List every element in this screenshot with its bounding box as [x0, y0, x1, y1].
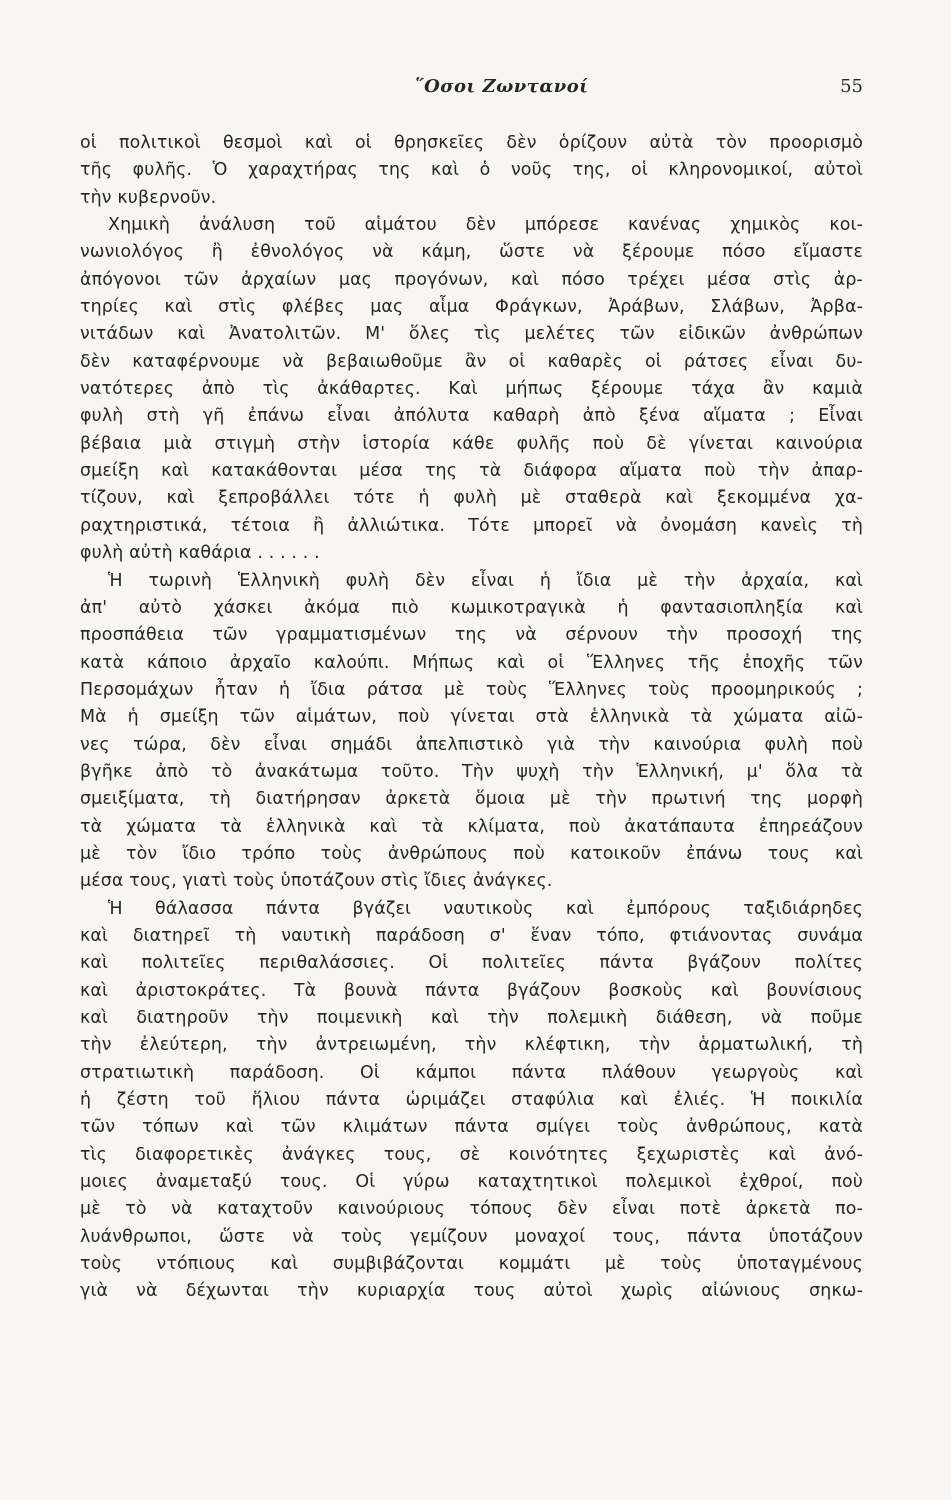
text-line: τίζουν, καὶ ξεπροβάλλει τότε ἡ φυλὴ μὲ σταθερὰ καὶ ξεκομμένα χα-: [80, 488, 863, 509]
text-line: γιὰ νὰ δέχωνται τὴν κυριαρχία τους αὐτοὶ χωρὶς αἰώνιους σηκω-: [80, 1281, 863, 1302]
text-line: ἀπόγονοι τῶν ἀρχαίων μας προγόνων, καὶ πόσο τρέχει μέσα στὶς ἀρ-: [80, 269, 863, 290]
text-line: τοὺς ντόπιους καὶ συμβιβάζονται κομμάτι μὲ τοὺς ὑποταγμένους: [80, 1254, 863, 1275]
text-line: βγῆκε ἀπὸ τὸ ἀνακάτωμα τοῦτο. Τὴν ψυχὴ τὴν Ἑλληνική, μ' ὅλα τὰ: [80, 761, 863, 782]
text-line: καὶ διατηροῦν τὴν ποιμενικὴ καὶ τὴν πολεμικὴ διάθεση, νὰ ποῦμε: [80, 1008, 863, 1028]
text-line: φυλὴ αὐτὴ καθάρια . . . . . .: [80, 543, 320, 564]
text-line: Μὰ ἡ σμείξη τῶν αἱμάτων, ποὺ γίνεται στὰ ἑλληνικὰ τὰ χώματα αἰῶ-: [80, 707, 863, 728]
text-line: τῶν τόπων καὶ τῶν κλιμάτων πάντα σμίγει τοὺς ἀνθρώπους, κατὰ: [80, 1117, 863, 1138]
text-line: νιτάδων καὶ Ἀνατολιτῶν. Μ' ὅλες τὶς μελέτες τῶν εἰδικῶν ἀνθρώπων: [80, 324, 863, 345]
text-line: τῆς φυλῆς. Ὁ χαραχτήρας της καὶ ὁ νοῦς της, οἱ κληρονομικοί, αὐτοὶ: [80, 160, 863, 181]
text-line: κατὰ κάποιο ἀρχαῖο καλούπι. Μήπως καὶ οἱ Ἕλληνες τῆς ἐποχῆς τῶν: [80, 652, 863, 673]
text-line: ραχτηριστικά, τέτοια ἢ ἀλλιώτικα. Τότε μπορεῖ νὰ ὀνομάση κανεὶς τὴ: [80, 515, 863, 536]
text-line: μὲ τὸν ἴδιο τρόπο τοὺς ἀνθρώπους ποὺ κατοικοῦν ἐπάνω τους καὶ: [80, 843, 863, 864]
text-line: φυλὴ στὴ γῆ ἐπάνω εἶναι ἀπόλυτα καθαρὴ ἀπὸ ξένα αἵματα ; Εἶναι: [80, 406, 863, 427]
text-line: τὰ χώματα τὰ ἑλληνικὰ καὶ τὰ κλίματα, ποὺ ἀκατάπαυτα ἐπηρεάζουν: [80, 816, 863, 837]
text-line: Περσομάχων ἦταν ἡ ἴδια ράτσα μὲ τοὺς Ἕλληνες τοὺς προομηρικούς ;: [80, 679, 863, 700]
text-line: ἀπ' αὐτὸ χάσκει ἀκόμα πιὸ κωμικοτραγικὰ ἡ φαντασιοπληξία καὶ: [80, 597, 863, 618]
text-line: νατότερες ἀπὸ τὶς ἀκάθαρτες. Καὶ μήπως ξέρουμε τάχα ἂν καμιὰ: [80, 379, 863, 400]
text-line: Χημικὴ ἀνάλυση τοῦ αἱμάτου δὲν μπόρεσε κανένας χημικὸς κοι-: [108, 215, 863, 236]
text-line: στρατιωτικὴ παράδοση. Οἱ κάμποι πάντα πλάθουν γεωργοὺς καὶ: [80, 1062, 863, 1083]
text-line: Ἡ τωρινὴ Ἑλληνικὴ φυλὴ δὲν εἶναι ἡ ἴδια μὲ τὴν ἀρχαία, καὶ: [108, 570, 863, 591]
text-line: μοιες ἀναμεταξύ τους. Οἱ γύρω καταχτητικοὶ πολεμικοὶ ἐχθροί, ποὺ: [80, 1172, 863, 1193]
text-line: καὶ πολιτεῖες περιθαλάσσιες. Οἱ πολιτεῖες πάντα βγάζουν πολίτες: [80, 953, 863, 974]
text-line: τὴν ἐλεύτερη, τὴν ἀντρειωμένη, τὴν κλέφτικη, τὴν ἁρματωλική, τὴ: [80, 1035, 863, 1056]
text-line: οἱ πολιτικοὶ θεσμοὶ καὶ οἱ θρησκεῖες δὲν ὁρίζουν αὐτὰ τὸν προορισμὸ: [80, 133, 863, 153]
text-line: προσπάθεια τῶν γραμματισμένων της νὰ σέρνουν τὴν προσοχή της: [80, 625, 863, 646]
text-line: μέσα τους, γιατὶ τοὺς ὑποτάζουν στὶς ἴδιες ἀνάγκες.: [80, 871, 553, 892]
text-line: καὶ διατηρεῖ τὴ ναυτικὴ παράδοση σ' ἕναν τόπο, φτιάνοντας συνάμα: [80, 925, 863, 946]
running-title: ῞Οσοι Ζωντανοί: [414, 76, 589, 97]
text-line: νωνιολόγος ἢ ἐθνολόγος νὰ κάμη, ὥστε νὰ ξέρουμε πόσο εἴμαστε: [80, 242, 863, 263]
text-line: μὲ τὸ νὰ καταχτοῦν καινούριους τόπους δὲν εἶναι ποτὲ ἀρκετὰ πο-: [80, 1199, 863, 1220]
text-line: ἡ ζέστη τοῦ ἥλιου πάντα ὡριμάζει σταφύλια καὶ ἐλιές. Ἡ ποικιλία: [80, 1090, 863, 1111]
body-text: [80, 130, 863, 1306]
text-line: σμειξίματα, τὴ διατήρησαν ἀρκετὰ ὅμοια μὲ τὴν πρωτινή της μορφὴ: [80, 789, 863, 810]
text-line: σμείξη καὶ κατακάθονται μέσα της τὰ διάφορα αἵματα ποὺ τὴν ἀπαρ-: [80, 461, 863, 482]
text-line: λυάνθρωποι, ὥστε νὰ τοὺς γεμίζουν μοναχοί τους, πάντα ὑποτάζουν: [80, 1226, 863, 1247]
page-number: 55: [840, 76, 863, 97]
text-line: καὶ ἀριστοκράτες. Τὰ βουνὰ πάντα βγάζουν βοσκοὺς καὶ βουνίσιους: [80, 980, 863, 1001]
text-line: βέβαια μιὰ στιγμὴ στὴν ἱστορία κάθε φυλῆς ποὺ δὲ γίνεται καινούρια: [80, 433, 863, 454]
text-line: τὴν κυβερνοῦν.: [80, 187, 217, 208]
text-line: τὶς διαφορετικὲς ἀνάγκες τους, σὲ κοινότητες ξεχωριστὲς καὶ ἀνό-: [80, 1144, 863, 1165]
text-line: νες τώρα, δὲν εἶναι σημάδι ἀπελπιστικὸ γιὰ τὴν καινούρια φυλὴ ποὺ: [80, 734, 863, 755]
text-line: τηρίες καὶ στὶς φλέβες μας αἷμα Φράγκων, Ἀράβων, Σλάβων, Ἀρβα-: [80, 297, 863, 318]
text-line: δὲν καταφέρνουμε νὰ βεβαιωθοῦμε ἂν οἱ καθαρὲς οἱ ράτσες εἶναι δυ-: [80, 351, 863, 372]
text-line: Ἡ θάλασσα πάντα βγάζει ναυτικοὺς καὶ ἐμπόρους ταξιδιάρηδες: [108, 898, 863, 919]
page-header: [140, 76, 863, 104]
